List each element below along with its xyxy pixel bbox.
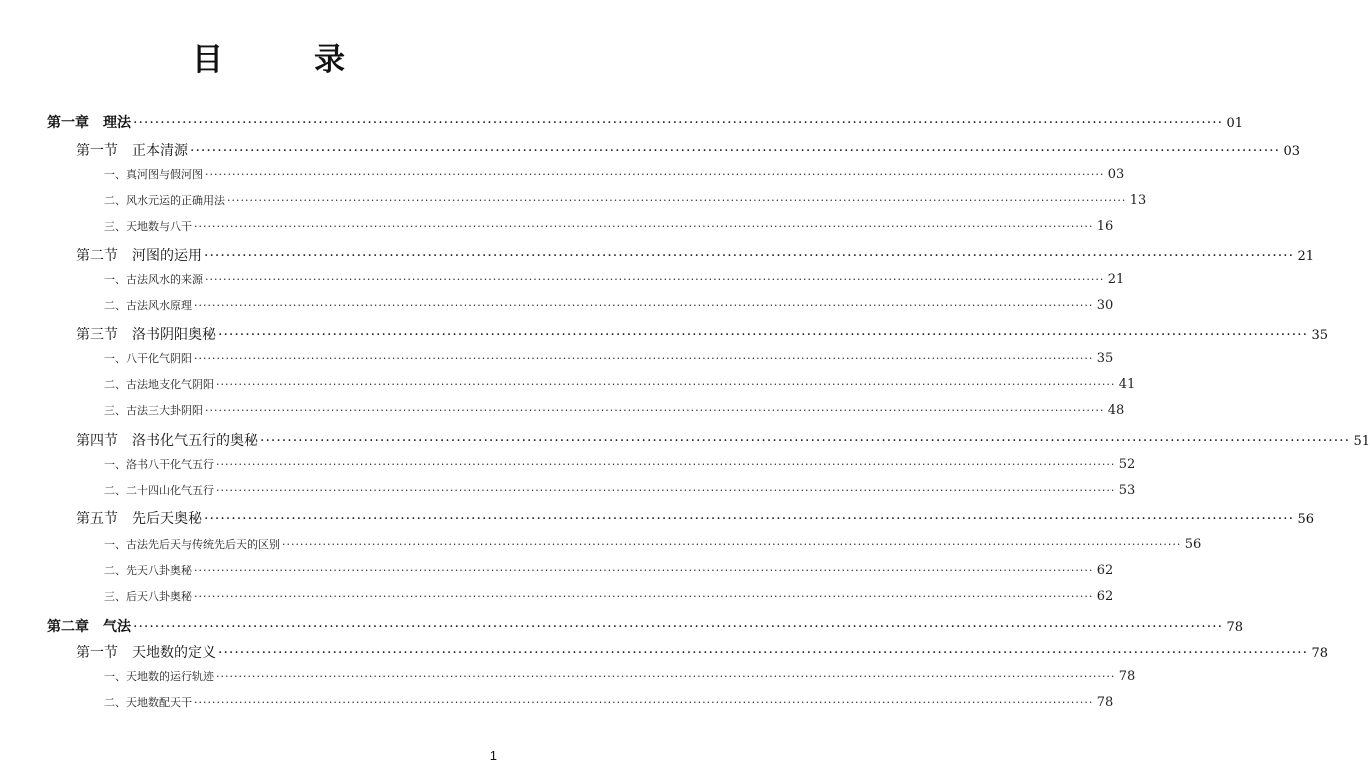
toc-entry-title: 天地数的定义	[132, 645, 216, 661]
toc-entry-page: 56	[1297, 512, 1315, 527]
toc-sub-entry[interactable]	[0, 350, 1114, 366]
toc-entry-page: 56	[1184, 537, 1202, 552]
toc-entry-number: 第二节	[76, 248, 118, 264]
toc-entry-title: 三、天地数与八干	[104, 220, 192, 233]
toc-sub-entry[interactable]	[0, 271, 1125, 287]
toc-sub-entry[interactable]	[0, 297, 1114, 313]
toc-sub-entry[interactable]	[0, 402, 1125, 418]
toc-entry-title: 一、天地数的运行轨迹	[104, 670, 214, 683]
toc-sub-entry[interactable]	[0, 166, 1125, 182]
toc-sub-entry[interactable]	[0, 482, 1136, 498]
toc-entry-number: 第四节	[76, 433, 118, 449]
dot-leader: ········································································································································································································	[216, 378, 1116, 391]
toc-section-entry[interactable]	[0, 642, 1329, 662]
toc-entry-label	[0, 324, 216, 344]
toc-entry-page: 62	[1096, 589, 1114, 604]
dot-leader: ········································································································································································································	[205, 168, 1105, 181]
toc-sub-entry[interactable]	[0, 694, 1114, 710]
toc-entry-label	[0, 350, 192, 366]
toc-entry-title: 二、二十四山化气五行	[104, 484, 214, 497]
toc-entry-label	[0, 271, 203, 287]
toc-sub-entry[interactable]	[0, 218, 1114, 234]
dot-leader: ········································································································································································································	[205, 273, 1105, 286]
toc-entry-page: 78	[1226, 620, 1244, 635]
toc-entry-label	[0, 508, 202, 528]
toc-entry-title: 河图的运用	[132, 248, 202, 264]
toc-sub-entry[interactable]	[0, 588, 1114, 604]
toc-entry-page: 78	[1096, 695, 1114, 710]
toc-entry-label	[0, 694, 192, 710]
toc-entry-page: 78	[1311, 646, 1329, 661]
dot-leader: ········································································································································································································	[227, 194, 1127, 207]
toc-entry-title: 先后天奥秘	[132, 511, 202, 527]
toc-sub-entry[interactable]	[0, 536, 1202, 552]
toc-entry-label	[0, 430, 258, 450]
dot-leader: ········································································································································································································	[218, 327, 1309, 343]
toc-entry-label	[0, 140, 188, 160]
toc-chapter-entry[interactable]	[0, 112, 1244, 132]
dot-leader: ········································································································································································································	[194, 696, 1094, 709]
toc-entry-number: 第五节	[76, 511, 118, 527]
dot-leader: ········································································································································································································	[260, 433, 1351, 449]
dot-leader: ········································································································································································································	[194, 564, 1094, 577]
dot-leader: ········································································································································································································	[133, 115, 1224, 131]
toc-entry-label	[0, 456, 214, 472]
toc-entry-label	[0, 297, 192, 313]
toc-entry-page: 01	[1226, 116, 1244, 131]
toc-entry-title: 三、古法三大卦阴阳	[104, 404, 203, 417]
toc-entry-page: 35	[1096, 351, 1114, 366]
toc-chapter-entry[interactable]	[0, 616, 1244, 636]
dot-leader: ········································································································································································································	[190, 143, 1281, 159]
dot-leader: ········································································································································································································	[204, 511, 1295, 527]
toc-entry-title: 正本清源	[132, 143, 188, 159]
dot-leader: ········································································································································································································	[133, 619, 1224, 635]
dot-leader: ········································································································································································································	[194, 590, 1094, 603]
toc-entry-page: 51	[1353, 434, 1370, 449]
toc-sub-entry[interactable]	[0, 456, 1136, 472]
dot-leader: ········································································································································································································	[205, 404, 1105, 417]
toc-entry-number: 第一节	[76, 143, 118, 159]
page-number: 1	[489, 748, 497, 763]
toc-entry-page: 21	[1107, 272, 1125, 287]
dot-leader: ········································································································································································································	[282, 538, 1182, 551]
toc-entry-label	[0, 562, 192, 578]
toc-sub-entry[interactable]	[0, 192, 1147, 208]
toc-entry-label	[0, 668, 214, 684]
toc-entry-page: 53	[1118, 483, 1136, 498]
toc-entry-label	[0, 245, 202, 265]
toc-entry-page: 35	[1311, 328, 1329, 343]
toc-entry-title: 二、风水元运的正确用法	[104, 194, 225, 207]
toc-entry-label	[0, 616, 131, 636]
dot-leader: ········································································································································································································	[194, 220, 1094, 233]
dot-leader: ········································································································································································································	[216, 484, 1116, 497]
toc-sub-entry[interactable]	[0, 668, 1136, 684]
toc-entry-page: 41	[1118, 377, 1136, 392]
dot-leader: ········································································································································································································	[216, 670, 1116, 683]
toc-entry-label	[0, 536, 280, 552]
dot-leader: ········································································································································································································	[216, 458, 1116, 471]
toc-entry-page: 03	[1107, 167, 1125, 182]
toc-entry-page: 13	[1129, 193, 1147, 208]
toc-entry-label	[0, 482, 214, 498]
toc-section-entry[interactable]	[0, 324, 1329, 344]
toc-entry-title: 洛书阴阳奥秘	[132, 327, 216, 343]
toc-entry-label	[0, 112, 131, 132]
toc-entry-page: 03	[1283, 144, 1301, 159]
toc-entry-label	[0, 588, 192, 604]
toc-entry-label	[0, 376, 214, 392]
toc-entry-page: 78	[1118, 669, 1136, 684]
toc-entry-number: 第三节	[76, 327, 118, 343]
toc-section-entry[interactable]	[0, 245, 1315, 265]
toc-entry-title: 气法	[103, 619, 131, 635]
dot-leader: ········································································································································································································	[218, 645, 1309, 661]
toc-entry-page: 16	[1096, 219, 1114, 234]
toc-entry-number: 第一节	[76, 645, 118, 661]
toc-section-entry[interactable]	[0, 508, 1315, 528]
toc-entry-title: 二、古法风水原理	[104, 299, 192, 312]
toc-entry-title: 二、先天八卦奥秘	[104, 564, 192, 577]
toc-entry-title: 一、真河图与假河图	[104, 168, 203, 181]
dot-leader: ········································································································································································································	[204, 248, 1295, 264]
toc-entry-title: 一、洛书八干化气五行	[104, 458, 214, 471]
toc-entry-number: 第二章	[47, 619, 89, 635]
toc-entry-page: 48	[1107, 403, 1125, 418]
toc-entry-label	[0, 218, 192, 234]
toc-entry-page: 30	[1096, 298, 1114, 313]
toc-entry-title: 洛书化气五行的奥秘	[132, 433, 258, 449]
dot-leader: ········································································································································································································	[194, 299, 1094, 312]
dot-leader: ········································································································································································································	[194, 352, 1094, 365]
toc-entry-title: 一、八干化气阴阳	[104, 352, 192, 365]
toc-entry-title: 一、古法风水的来源	[104, 273, 203, 286]
toc-entry-label	[0, 192, 225, 208]
toc-sub-entry[interactable]	[0, 376, 1136, 392]
toc-entry-title: 二、古法地支化气阴阳	[104, 378, 214, 391]
toc-entry-page: 52	[1118, 457, 1136, 472]
toc-entry-label	[0, 166, 203, 182]
toc-entry-label	[0, 642, 216, 662]
toc-sub-entry[interactable]	[0, 562, 1114, 578]
toc-entry-title: 理法	[103, 115, 131, 131]
toc-entry-page: 62	[1096, 563, 1114, 578]
page-title: 目 录	[192, 42, 375, 78]
toc-section-entry[interactable]	[0, 140, 1301, 160]
toc-section-entry[interactable]	[0, 430, 1370, 450]
toc-entry-number: 第一章	[47, 115, 89, 131]
toc-entry-title: 三、后天八卦奥秘	[104, 590, 192, 603]
toc-entry-page: 21	[1297, 249, 1315, 264]
toc-entry-title: 一、古法先后天与传统先后天的区别	[104, 538, 280, 551]
toc-entry-label	[0, 402, 203, 418]
toc-entry-title: 二、天地数配天干	[104, 696, 192, 709]
